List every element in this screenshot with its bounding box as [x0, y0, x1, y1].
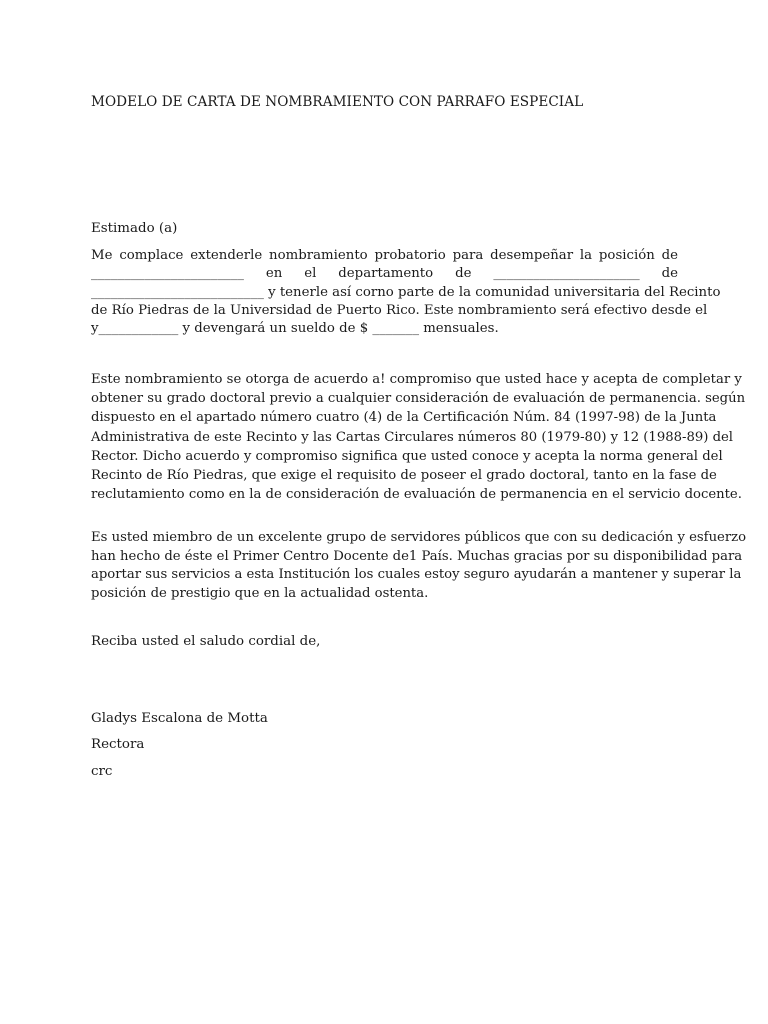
paragraph-line: Rector. Dicho acuerdo y compromiso significa que usted conoce y acepta la norma general del [91, 448, 723, 464]
gratitude-paragraph [91, 529, 747, 603]
paragraph-line: _______________________ en el departamento de ______________________ de [91, 266, 678, 282]
paragraph-line: Es usted miembro de un excelente grupo de servidores públicos que con su dedicación y esfuerzo [91, 530, 747, 545]
salutation: Estimado (a) [91, 221, 178, 236]
appointment-paragraph [91, 247, 721, 338]
document-title: MODELO DE CARTA DE NOMBRAMIENTO CON PARRAFO ESPECIAL [91, 94, 584, 110]
paragraph-line: de Río Piedras de la Universidad de Puerto Rico. Este nombramiento será efectivo desde el [91, 302, 708, 318]
closing-line: Reciba usted el saludo cordial de, [91, 634, 321, 649]
signer-name: Gladys Escalona de Motta [91, 711, 268, 726]
typist-initials: crc [91, 764, 113, 779]
paragraph-line: aportar sus servicios a esta Institución los cuales estoy seguro ayudarán a mantener y superar la [91, 567, 742, 583]
paragraph-line: Administrativa de este Recinto y las Cartas Circulares números 80 (1979-80) y 12 (1988-89) del [91, 429, 734, 445]
paragraph-line: reclutamiento como en la de consideración de evaluación de permanencia en el servicio docente. [91, 487, 742, 503]
paragraph-line: posición de prestigio que en la actualidad ostenta. [91, 585, 429, 601]
paragraph-line: y____________ y devengará un sueldo de $ _______ mensuales. [91, 321, 499, 337]
paragraph-line: han hecho de éste el Primer Centro Docente de1 País. Muchas gracias por su disponibilidad para [91, 548, 743, 564]
paragraph-line: Me complace extenderle nombramiento probatorio para desempeñar la posición de [91, 248, 678, 263]
paragraph-line: __________________________ y tenerle así corno parte de la comunidad universitaria del Recinto [91, 284, 721, 300]
paragraph-line: Recinto de Río Piedras, que exige el requisito de poseer el grado doctoral, tanto en la fase de [91, 468, 717, 484]
paragraph-line: dispuesto en el apartado número cuatro (4) de la Certificación Núm. 84 (1997-98) de la Junta [91, 410, 717, 426]
special-paragraph [91, 370, 746, 504]
paragraph-line: obtener su grado doctoral previo a cualquier consideración de evaluación de permanencia. según [91, 391, 746, 407]
paragraph-line: Este nombramiento se otorga de acuerdo a! compromiso que usted hace y acepta de completar y [91, 372, 742, 387]
signer-role: Rectora [91, 737, 145, 752]
